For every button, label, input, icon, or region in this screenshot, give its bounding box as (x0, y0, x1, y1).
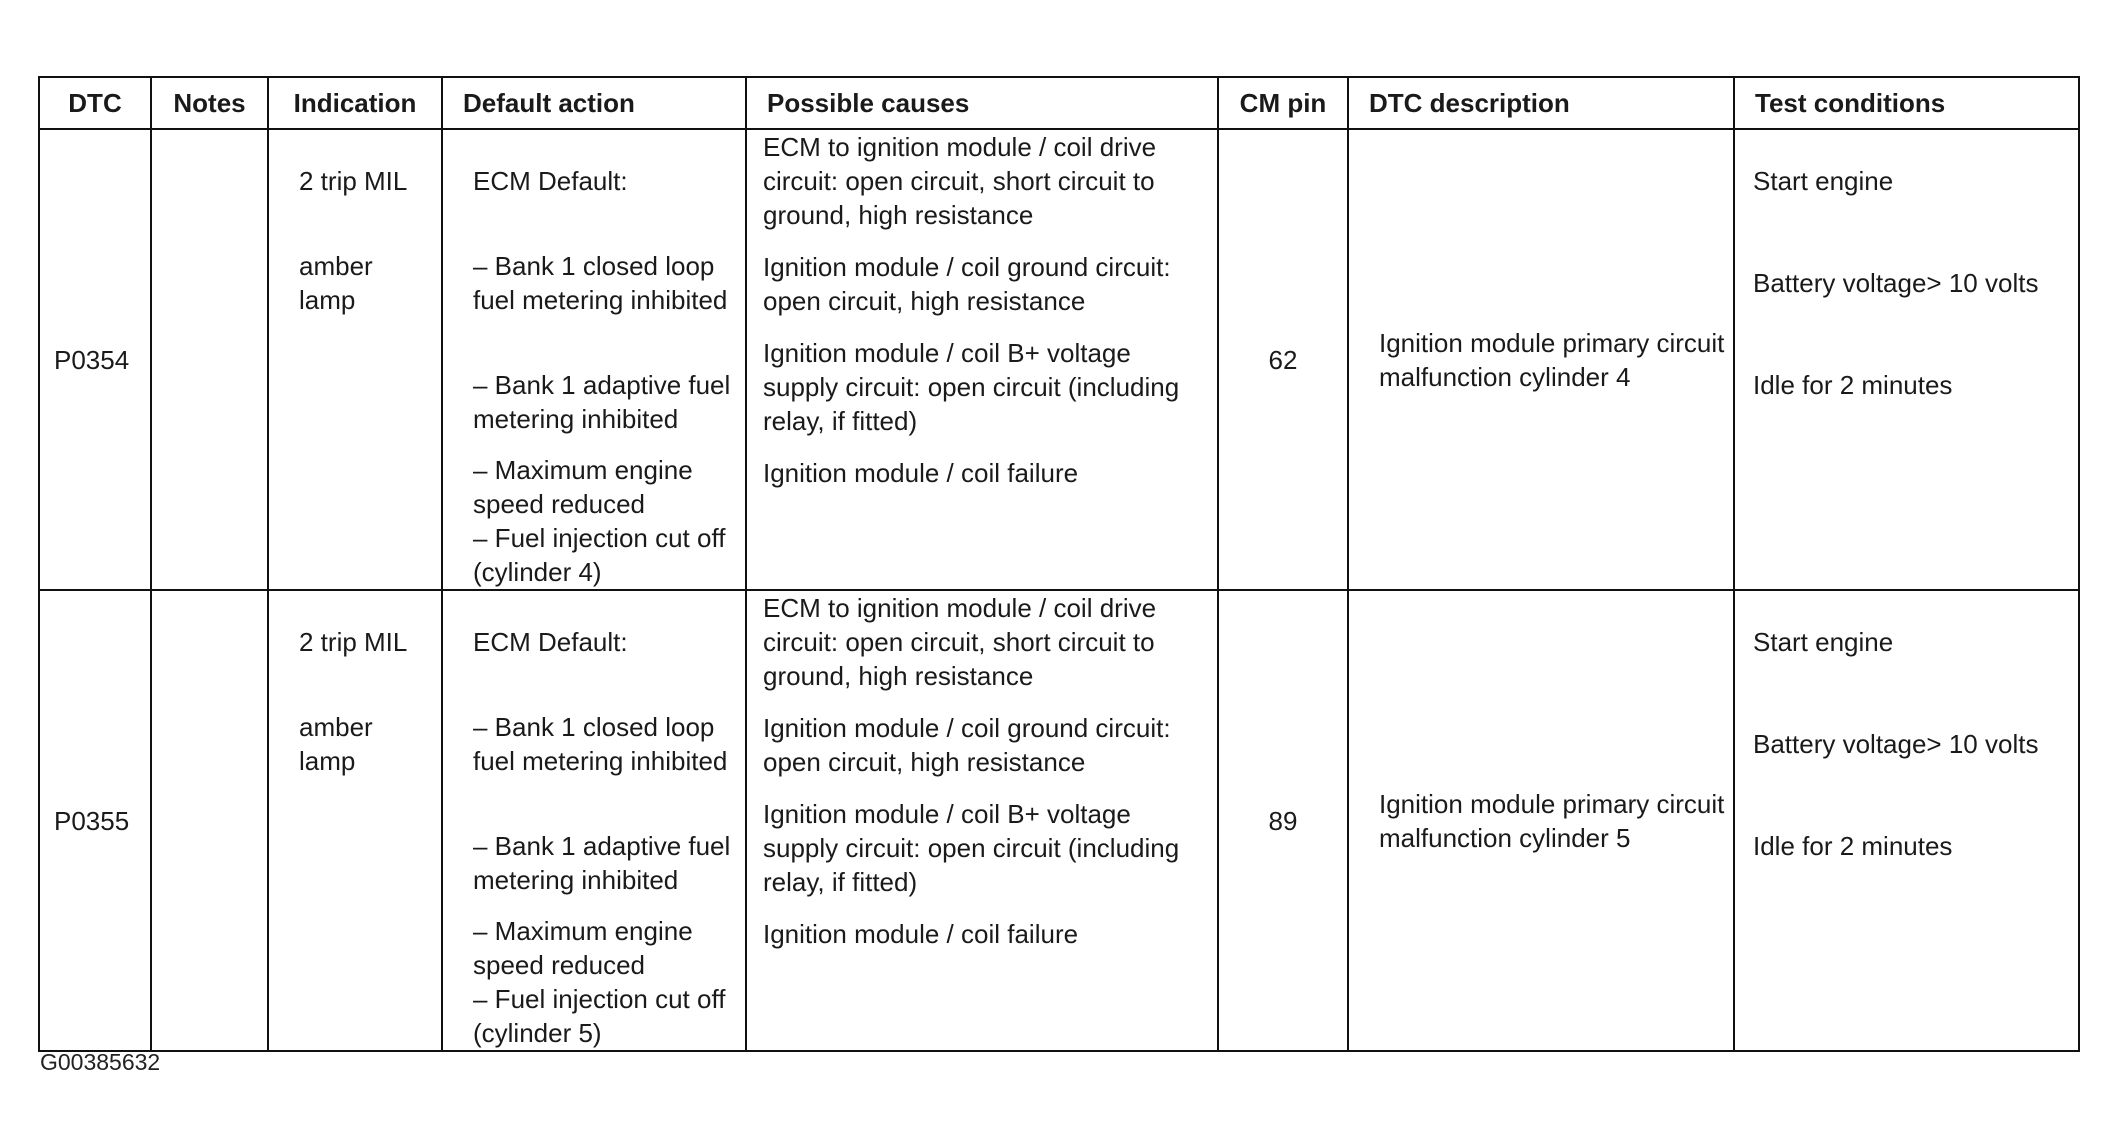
header-cm-pin: CM pin (1218, 77, 1348, 129)
cause-item: Ignition module / coil failure (763, 458, 1079, 488)
possible-causes-cell (746, 129, 1218, 590)
cause-item: ECM to ignition module / coil drive circuit: open circuit, short circuit to ground, high resistance (763, 593, 1157, 691)
test-conditions-cell (1734, 590, 2079, 1051)
dtc-code: P0355 (39, 590, 151, 1051)
header-row (39, 77, 2079, 129)
cause-item: Ignition module / coil failure (763, 919, 1079, 949)
cause-item: Ignition module / coil ground circuit: open circuit, high resistance (763, 252, 1171, 316)
dtc-description-cell: Ignition module primary circuit malfunction cylinder 4 (1348, 129, 1734, 590)
cause-item: ECM to ignition module / coil drive circuit: open circuit, short circuit to ground, high resistance (763, 132, 1157, 230)
test-conditions-cell (1734, 129, 2079, 590)
dtc-code: P0354 (39, 129, 151, 590)
default-action-item: – Bank 1 closed loop fuel metering inhibited (473, 712, 728, 776)
default-action-item: – Maximum engine speed reduced (473, 916, 693, 980)
cm-pin-cell: 89 (1218, 590, 1348, 1051)
header-test-conditions: Test conditions (1734, 77, 2079, 129)
default-action-item: – Maximum engine speed reduced (473, 455, 693, 519)
default-action-item: – Fuel injection cut off (cylinder 4) (473, 523, 726, 587)
indication-cell (268, 129, 442, 590)
test-condition-item: Idle for 2 minutes (1753, 831, 1953, 861)
default-action-item: – Bank 1 closed loop fuel metering inhibited (473, 251, 728, 315)
indication-item: amber lamp (299, 712, 373, 776)
default-action-cell (442, 129, 746, 590)
default-action-item: ECM Default: (473, 627, 628, 657)
table-row (39, 590, 2079, 1051)
dtc-description-cell: Ignition module primary circuit malfunction cylinder 5 (1348, 590, 1734, 1051)
cause-item: Ignition module / coil B+ voltage supply circuit: open circuit (including relay, if fitted) (763, 799, 1180, 897)
test-condition-item: Battery voltage> 10 volts (1753, 268, 2039, 298)
cm-pin-cell: 62 (1218, 129, 1348, 590)
indication-item: 2 trip MIL (299, 166, 408, 196)
indication-cell (268, 590, 442, 1051)
default-action-cell (442, 590, 746, 1051)
test-condition-item: Idle for 2 minutes (1753, 370, 1953, 400)
default-action-item: – Bank 1 adaptive fuel metering inhibited (473, 370, 731, 434)
cause-item: Ignition module / coil B+ voltage supply circuit: open circuit (including relay, if fitted) (763, 338, 1180, 436)
dtc-table (38, 76, 2080, 1052)
default-action-item: ECM Default: (473, 166, 628, 196)
header-dtc-description: DTC description (1348, 77, 1734, 129)
test-condition-item: Battery voltage> 10 volts (1753, 729, 2039, 759)
header-indication: Indication (268, 77, 442, 129)
table-row (39, 129, 2079, 590)
header-dtc: DTC (39, 77, 151, 129)
possible-causes-cell (746, 590, 1218, 1051)
figure-reference: G00385632 (40, 1049, 161, 1075)
test-condition-item: Start engine (1753, 166, 1894, 196)
header-default-action: Default action (442, 77, 746, 129)
default-action-item: – Fuel injection cut off (cylinder 5) (473, 984, 726, 1048)
header-possible-causes: Possible causes (746, 77, 1218, 129)
header-notes: Notes (151, 77, 268, 129)
notes-cell (151, 590, 268, 1051)
indication-item: 2 trip MIL (299, 627, 408, 657)
indication-item: amber lamp (299, 251, 373, 315)
cause-item: Ignition module / coil ground circuit: open circuit, high resistance (763, 713, 1171, 777)
notes-cell (151, 129, 268, 590)
test-condition-item: Start engine (1753, 627, 1894, 657)
default-action-item: – Bank 1 adaptive fuel metering inhibited (473, 831, 731, 895)
